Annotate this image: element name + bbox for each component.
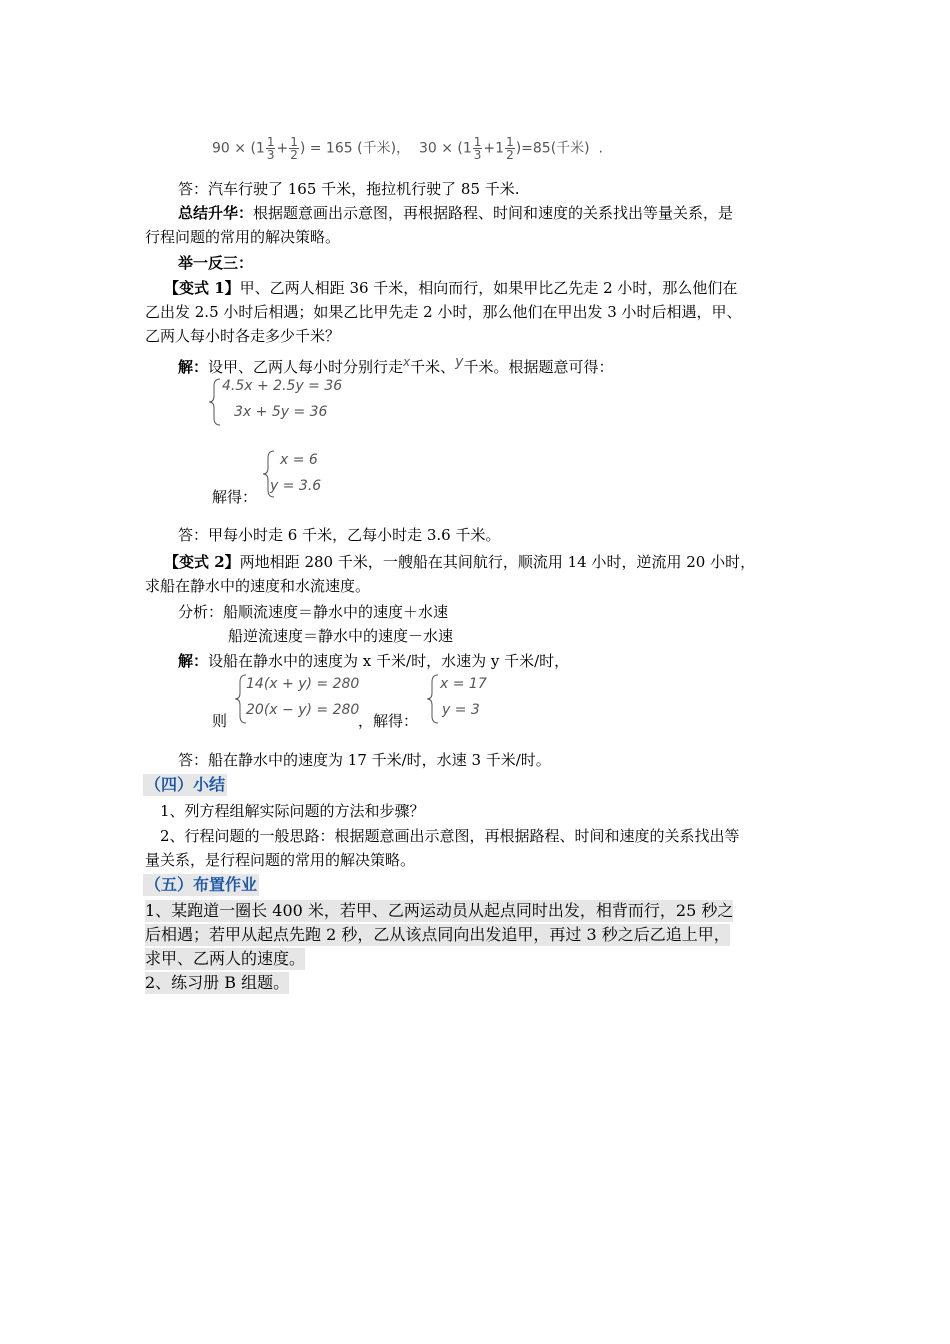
variant1-line-2: 乙出发 2.5 小时后相遇；如果乙比甲先走 2 小时，那么他们在甲出发 3 小时后相遇，甲、 (145, 303, 742, 321)
section4-item-2b: 量关系，是行程问题的常用的解决策略。 (145, 851, 416, 869)
section5-title: （五）布置作业 (145, 875, 258, 894)
section4-item-1: 1、列方程组解实际问题的方法和步骤？ (160, 802, 425, 820)
summary-line-1: 总结升华：根据题意画出示意图，再根据路程、时间和速度的关系找出等量关系，是 (178, 204, 734, 222)
variant2-analysis-1: 分析：船顺流速度＝静水中的速度＋水速 (178, 603, 449, 621)
variant2-line-2: 求船在静水中的速度和水流速度。 (145, 577, 371, 595)
variant2-label: 【变式 2】 (164, 553, 240, 571)
fraction: $\frac{1}{3}$ (266, 135, 275, 162)
section5-item-1c: 求甲、乙两人的速度。 (145, 949, 306, 968)
calculation-line: 90 × (1 $\frac{1}{3}$ + $\frac{1}{2}$ ) = 165 (千米)， 30 × (1 $\frac{1}{3}$ +1 $\frac{1}{2}$ )=85(千米) . (212, 135, 603, 162)
answer-1: 答：汽车行驶了 165 千米，拖拉机行驶了 85 千米. (178, 180, 520, 198)
system2-eq1: 14(x + y) = 280 (246, 676, 360, 692)
fraction: $\frac{1}{2}$ (290, 135, 298, 162)
result2-x: x = 17 (440, 676, 487, 692)
section5-item-1a: 1、某跑道一圈长 400 米，若甲、乙两运动员从起点同时出发，相背而行，25 秒之 (145, 901, 734, 920)
variant2-answer: 答：船在静水中的速度为 17 千米/时，水速 3 千米/时。 (178, 751, 551, 769)
variant1-line-3: 乙两人每小时各走多少千米？ (145, 327, 341, 345)
variant2-solution: 解：设船在静水中的速度为 x 千米/时，水速为 y 千米/时， (178, 652, 570, 670)
system1-eq1: 4.5x + 2.5y = 36 (222, 378, 343, 394)
result1-x: x = 6 (280, 452, 318, 468)
variant1-solution: 解：设甲、乙两人每小时分别行走$^x$千米、y千米。根据题意可得： (178, 354, 614, 376)
result1-y: y = 3.6 (270, 478, 322, 494)
brace-result-2 (426, 674, 440, 724)
section5-item-1b: 后相遇；若甲从起点先跑 2 秒，乙从该点同向出发追甲，再过 3 秒之后乙追上甲， (145, 925, 730, 944)
brace-system-1 (208, 378, 222, 426)
variant1-solved-label: 解得： (212, 488, 258, 506)
variant2-then-label: 则 (212, 712, 228, 730)
result2-y: y = 3 (442, 702, 480, 718)
summary-label: 总结升华： (178, 204, 254, 222)
variant1-label: 【变式 1】 (164, 279, 240, 297)
practice-label: 举一反三： (178, 254, 254, 272)
variant1-answer: 答：甲每小时走 6 千米，乙每小时走 3.6 千米。 (178, 526, 501, 544)
summary-line-2: 行程问题的常用的解决策略。 (145, 228, 341, 246)
section4-title: （四）小结 (145, 775, 226, 794)
fraction: $\frac{1}{3}$ (473, 135, 482, 162)
system2-eq2: 20(x − y) = 280 (246, 702, 360, 718)
fraction: $\frac{1}{2}$ (506, 135, 514, 162)
variant1-line-1: 【变式 1】甲、乙两人相距 36 千米，相向而行，如果甲比乙先走 2 小时，那么他们在 (164, 279, 738, 297)
section5-item-2: 2、练习册 B 组题。 (145, 973, 290, 992)
system1-eq2: 3x + 5y = 36 (234, 404, 328, 420)
variant2-line-1: 【变式 2】两地相距 280 千米，一艘船在其间航行，顺流用 14 小时，逆流用 20 小时， (164, 553, 756, 571)
variant2-analysis-2: 船逆流速度＝静水中的速度－水速 (228, 627, 454, 645)
variant2-solved-label: ，解得： (358, 712, 419, 730)
section4-item-2a: 2、行程问题的一般思路：根据题意画出示意图，再根据路程、时间和速度的关系找出等 (160, 827, 740, 845)
